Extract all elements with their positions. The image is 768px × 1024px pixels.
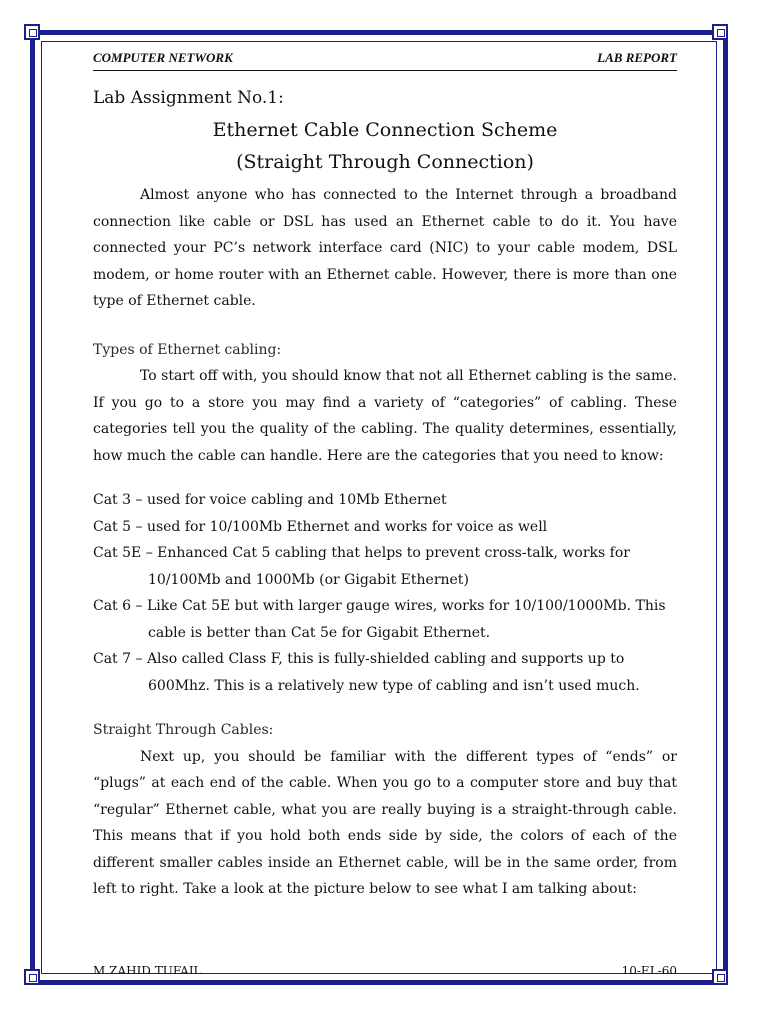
category-item xyxy=(93,646,677,699)
footer-author: M.ZAHID TUFAIL xyxy=(93,964,202,974)
category-desc: – Also called Class F, this is fully-shielded cabling and supports up to 600Mhz. This is a relatively new type of cabling and isn’t used much. xyxy=(131,651,640,694)
category-item xyxy=(93,487,677,514)
straight-through-heading: Straight Through Cables: xyxy=(93,722,274,738)
title-line-1: Ethernet Cable Connection Scheme xyxy=(212,119,558,141)
category-desc: – used for voice cabling and 10Mb Ethernet xyxy=(131,492,447,508)
category-name: Cat 5E xyxy=(93,545,142,561)
border-corner-ornament xyxy=(24,24,40,40)
page-footer xyxy=(93,960,677,974)
category-name: Cat 3 xyxy=(93,492,132,508)
category-item xyxy=(93,540,677,593)
category-item xyxy=(93,514,677,541)
lab-assignment-label: Lab Assignment No.1: xyxy=(93,88,284,108)
straight-through-paragraph: Next up, you should be familiar with the different types of “ends” or “plugs” at each end of the cable. When you go to a computer store and buy that “regular” Ethernet cable, what you are really buying is a straight-through cable. This means that if you hold both ends side by side, the colors of each of the different smaller cables inside an Ethernet cable, will be in the same order, from left to right. Take a look at the picture below to see what I am talking about: xyxy=(93,748,677,897)
border-corner-ornament xyxy=(712,24,728,40)
category-list xyxy=(93,487,677,699)
document-body xyxy=(93,88,677,903)
category-name: Cat 7 xyxy=(93,651,132,667)
title-line-2: (Straight Through Connection) xyxy=(236,151,534,173)
border-corner-ornament xyxy=(24,969,40,985)
category-name: Cat 5 xyxy=(93,518,132,535)
category-desc: – used for 10/100Mb Ethernet and works for voice as well xyxy=(131,518,548,535)
footer-roll-number: 10-EL-60 xyxy=(621,964,677,974)
border-corner-ornament xyxy=(712,969,728,985)
category-desc: – Like Cat 5E but with larger gauge wires, works for 10/100/1000Mb. This cable is better than Cat 5e for Gigabit Ethernet. xyxy=(131,598,666,641)
header-left: COMPUTER NETWORK xyxy=(93,50,233,65)
types-heading: Types of Ethernet cabling: xyxy=(93,341,282,358)
category-desc: – Enhanced Cat 5 cabling that helps to prevent cross-talk, works for 10/100Mb and 1000Mb (or Gigabit Ethernet) xyxy=(141,545,630,588)
types-paragraph: To start off with, you should know that not all Ethernet cabling is the same. If you go to a store you may find a variety of “categories” of cabling. These categories tell you the quality of the cabling. The quality determines, essentially, how much the cable can handle. Here are the categories that you need to know: xyxy=(93,368,677,464)
page-header xyxy=(93,50,677,71)
category-item xyxy=(93,593,677,646)
header-right: LAB REPORT xyxy=(597,50,677,65)
intro-paragraph: Almost anyone who has connected to the Internet through a broadband connection like cable or DSL has used an Ethernet cable to do it. You have connected your PC’s network interface card (NIC) to your cable modem, DSL modem, or home router with an Ethernet cable. However, there is more than one type of Ethernet cable. xyxy=(93,187,677,309)
category-name: Cat 6 xyxy=(93,598,132,614)
